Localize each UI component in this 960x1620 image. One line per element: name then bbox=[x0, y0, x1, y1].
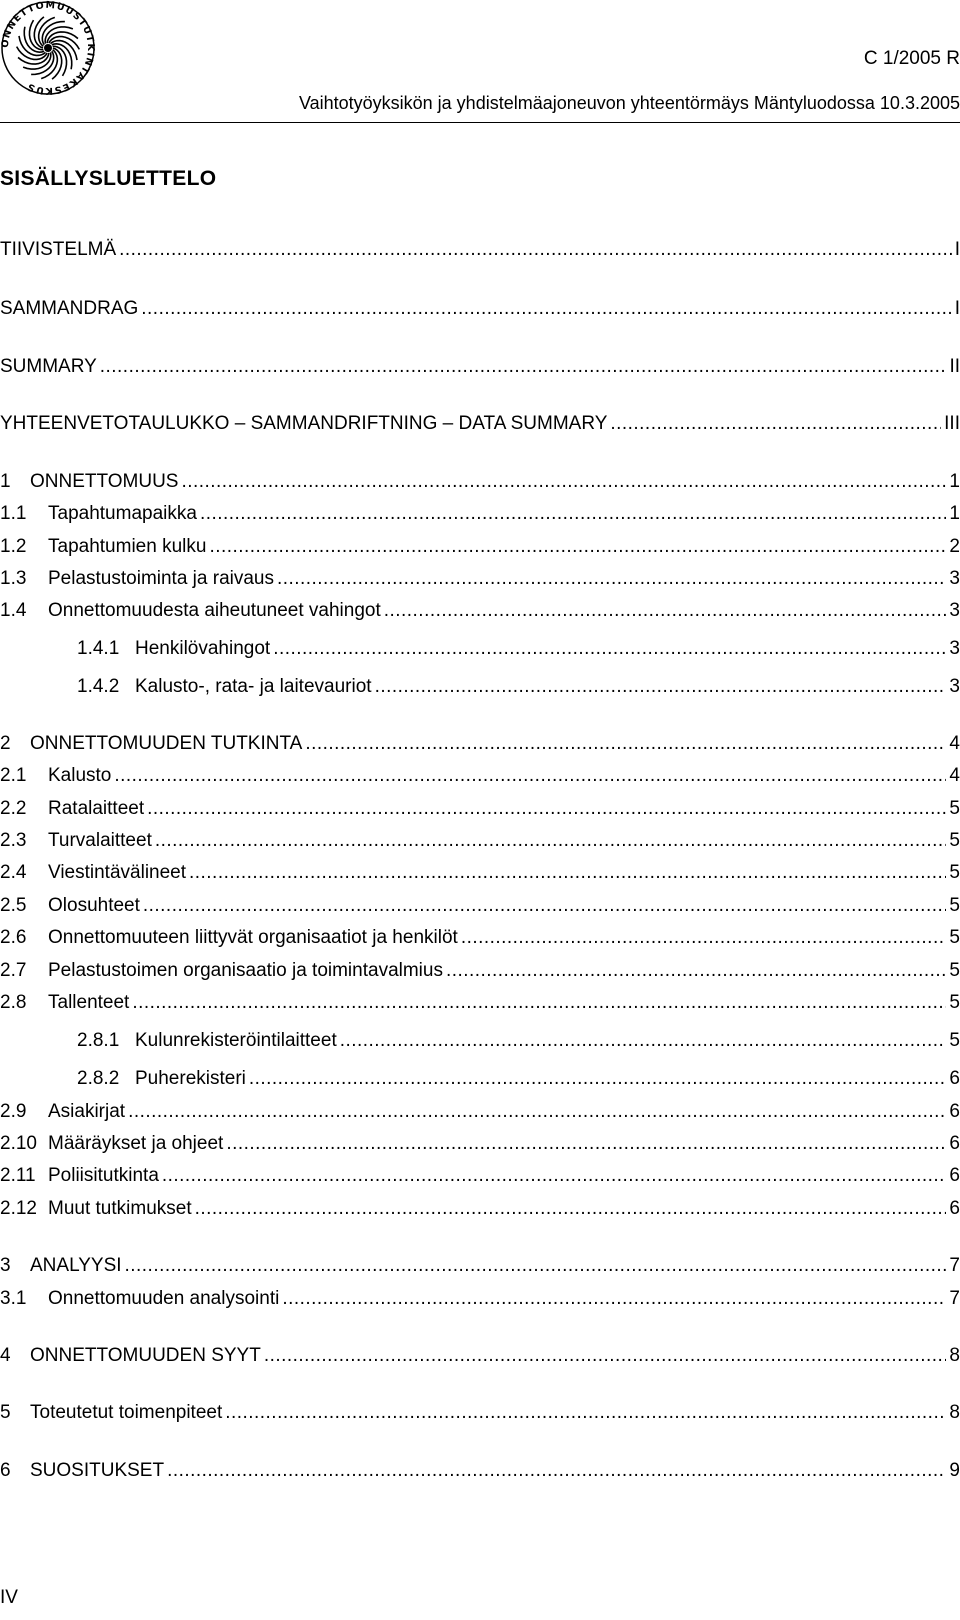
toc-entry[interactable] bbox=[0, 411, 960, 437]
toc-entry[interactable] bbox=[0, 1163, 960, 1189]
toc-entry-label: Asiakirjat bbox=[48, 1101, 126, 1122]
toc-dot-leader bbox=[305, 731, 946, 757]
toc-entry[interactable] bbox=[0, 469, 960, 495]
toc-entry-page: 5 bbox=[949, 992, 960, 1013]
toc-entry-number: 1 bbox=[0, 471, 11, 492]
toc-entry-number: 2.1 bbox=[0, 765, 27, 786]
toc-entry[interactable] bbox=[0, 566, 960, 592]
toc-entry-label: Onnettomuuteen liittyvät organisaatiot ja henkilöt bbox=[48, 927, 458, 948]
toc-dot-leader bbox=[340, 1028, 947, 1054]
toc-dot-leader bbox=[610, 411, 941, 437]
toc-dot-leader bbox=[225, 1400, 946, 1426]
agency-logo bbox=[0, 0, 96, 96]
toc-entry-label: Kulunrekisteröintilaitteet bbox=[135, 1030, 337, 1051]
toc-entry-page: 4 bbox=[949, 733, 960, 754]
toc-entry-page: 1 bbox=[949, 471, 960, 492]
toc-entry-number: 2.5 bbox=[0, 895, 27, 916]
toc-entry-number: 2.8 bbox=[0, 992, 27, 1013]
toc-dot-leader bbox=[114, 763, 946, 789]
toc-entry-number: 6 bbox=[0, 1460, 11, 1481]
toc-entry[interactable] bbox=[77, 674, 960, 700]
toc-dot-leader bbox=[167, 1458, 946, 1484]
toc-dot-leader bbox=[147, 796, 946, 822]
toc-dot-leader bbox=[277, 566, 946, 592]
toc-dot-leader bbox=[181, 469, 946, 495]
toc-entry[interactable] bbox=[0, 1253, 960, 1279]
toc-entry-page: 5 bbox=[949, 798, 960, 819]
toc-entry-label: SUOSITUKSET bbox=[30, 1460, 165, 1481]
toc-entry-page: 4 bbox=[949, 765, 960, 786]
toc-entry[interactable] bbox=[0, 990, 960, 1016]
toc-entry[interactable] bbox=[0, 237, 960, 263]
toc-dot-leader bbox=[119, 237, 952, 263]
toc-entry-label: Poliisitutkinta bbox=[48, 1165, 159, 1186]
toc-entry[interactable] bbox=[0, 598, 960, 624]
toc-entry[interactable] bbox=[0, 763, 960, 789]
toc-entry-label: ONNETTOMUUS bbox=[30, 471, 179, 492]
toc-entry-label: ONNETTOMUUDEN SYYT bbox=[30, 1345, 261, 1366]
toc-entry-label: Olosuhteet bbox=[48, 895, 140, 916]
toc-entry-page: 6 bbox=[949, 1101, 960, 1122]
toc-entry-label: SAMMANDRAG bbox=[0, 298, 139, 319]
toc-entry-page: 3 bbox=[949, 600, 960, 621]
toc-entry[interactable] bbox=[0, 1131, 960, 1157]
toc-entry[interactable] bbox=[77, 1028, 960, 1054]
toc-dot-leader bbox=[155, 828, 947, 854]
toc-dot-leader bbox=[195, 1196, 947, 1222]
toc-entry-number: 3.1 bbox=[0, 1288, 27, 1309]
toc-entry[interactable] bbox=[0, 828, 960, 854]
toc-dot-leader bbox=[249, 1066, 947, 1092]
toc-dot-leader bbox=[209, 534, 946, 560]
toc-entry-page: II bbox=[949, 356, 960, 377]
toc-entry-number: 3 bbox=[0, 1255, 11, 1276]
toc-dot-leader bbox=[461, 925, 947, 951]
toc-dot-leader bbox=[125, 1253, 947, 1279]
toc-entry-page: I bbox=[954, 239, 960, 260]
report-title: Vaihtotyöyksikön ja yhdistelmäajoneuvon yhteentörmäys Mäntyluodossa 10.3.2005 bbox=[298, 93, 960, 113]
toc-entry-page: 3 bbox=[949, 638, 960, 659]
toc-entry[interactable] bbox=[0, 731, 960, 757]
toc-entry-label: Tapahtumapaikka bbox=[48, 503, 197, 524]
toc-entry[interactable] bbox=[0, 1458, 960, 1484]
toc-entry-label: Pelastustoimen organisaatio ja toimintavalmius bbox=[48, 960, 443, 981]
toc-entry-label: ANALYYSI bbox=[30, 1255, 122, 1276]
toc-entry[interactable] bbox=[0, 354, 960, 380]
toc-entry[interactable] bbox=[0, 860, 960, 886]
toc-entry-label: SUMMARY bbox=[0, 356, 97, 377]
toc-entry[interactable] bbox=[0, 1286, 960, 1312]
toc-entry-label: Tallenteet bbox=[48, 992, 130, 1013]
toc-entry-number: 2.12 bbox=[0, 1198, 37, 1219]
logo-ring-text: ONNETTOMUUSTUTKINTAKESKUS bbox=[0, 0, 96, 96]
toc-entry-number: 2.9 bbox=[0, 1101, 27, 1122]
toc-entry-number: 2.4 bbox=[0, 862, 27, 883]
toc-entry-number: 2.8.1 bbox=[77, 1030, 120, 1051]
toc-entry-label: Pelastustoiminta ja raivaus bbox=[48, 568, 274, 589]
toc-entry[interactable] bbox=[0, 1099, 960, 1125]
toc-entry-number: 2.7 bbox=[0, 960, 27, 981]
toc-entry[interactable] bbox=[0, 296, 960, 322]
toc-entry-page: 5 bbox=[949, 895, 960, 916]
toc-entry-label: Kalusto bbox=[48, 765, 112, 786]
toc-entry[interactable] bbox=[0, 1343, 960, 1369]
toc-entry-number: 1.4.2 bbox=[77, 676, 120, 697]
toc-entry-label: ONNETTOMUUDEN TUTKINTA bbox=[30, 733, 303, 754]
toc-dot-leader bbox=[200, 501, 946, 527]
toc-dot-leader bbox=[375, 674, 947, 700]
toc-entry-page: 6 bbox=[949, 1165, 960, 1186]
toc-entry-label: YHTEENVETOTAULUKKO – SAMMANDRIFTNING – DATA SUMMARY bbox=[0, 413, 608, 434]
toc-dot-leader bbox=[128, 1099, 946, 1125]
toc-entry-page: III bbox=[944, 413, 960, 434]
page-number: IV bbox=[0, 1587, 18, 1608]
toc-entry-number: 1.3 bbox=[0, 568, 27, 589]
toc-entry-number: 2.11 bbox=[0, 1165, 36, 1186]
toc-entry-label: Muut tutkimukset bbox=[48, 1198, 192, 1219]
toc-dot-leader bbox=[446, 958, 946, 984]
toc-entry-page: 6 bbox=[949, 1198, 960, 1219]
toc-entry-label: Viestintävälineet bbox=[48, 862, 187, 883]
toc-entry-label: Ratalaitteet bbox=[48, 798, 145, 819]
toc-entry[interactable] bbox=[77, 1066, 960, 1092]
toc-entry[interactable] bbox=[0, 925, 960, 951]
toc-entry-page: 1 bbox=[949, 503, 960, 524]
report-id: C 1/2005 R bbox=[863, 48, 960, 69]
toc-entry-page: 5 bbox=[949, 1030, 960, 1051]
toc-entry-page: 5 bbox=[949, 830, 960, 851]
toc-entry-page: 5 bbox=[949, 960, 960, 981]
toc-entry-number: 2.3 bbox=[0, 830, 27, 851]
toc-dot-leader bbox=[273, 636, 946, 662]
toc-dot-leader bbox=[226, 1131, 946, 1157]
toc-heading: SISÄLLYSLUETTELO bbox=[0, 167, 217, 190]
toc-entry-number: 2.10 bbox=[0, 1133, 37, 1154]
toc-entry-page: 3 bbox=[949, 568, 960, 589]
toc-entry-label: Turvalaitteet bbox=[48, 830, 152, 851]
toc-entry-label: Puherekisteri bbox=[135, 1068, 246, 1089]
toc-entry-number: 5 bbox=[0, 1402, 11, 1423]
toc-entry-page: 3 bbox=[949, 676, 960, 697]
toc-entry-label: Määräykset ja ohjeet bbox=[48, 1133, 224, 1154]
toc-entry[interactable] bbox=[0, 796, 960, 822]
toc-dot-leader bbox=[162, 1163, 947, 1189]
toc-entry-label: Onnettomuudesta aiheutuneet vahingot bbox=[48, 600, 381, 621]
toc-entry-page: 6 bbox=[949, 1133, 960, 1154]
toc-entry-number: 2.2 bbox=[0, 798, 27, 819]
toc-entry[interactable] bbox=[0, 1196, 960, 1222]
header-divider bbox=[0, 122, 960, 123]
toc-dot-leader bbox=[282, 1286, 946, 1312]
toc-entry-number: 2 bbox=[0, 733, 11, 754]
toc-entry-number: 2.8.2 bbox=[77, 1068, 120, 1089]
toc-entry-label: Tapahtumien kulku bbox=[48, 536, 207, 557]
toc-dot-leader bbox=[189, 860, 946, 886]
toc-entry-page: 8 bbox=[949, 1402, 960, 1423]
toc-dot-leader bbox=[100, 354, 947, 380]
toc-entry-number: 1.4.1 bbox=[77, 638, 120, 659]
toc-entry-number: 4 bbox=[0, 1345, 11, 1366]
toc-entry-page: 7 bbox=[949, 1288, 960, 1309]
toc-entry-number: 1.1 bbox=[0, 503, 27, 524]
toc-dot-leader bbox=[143, 893, 947, 919]
toc-entry-page: 8 bbox=[949, 1345, 960, 1366]
toc-entry-page: 7 bbox=[949, 1255, 960, 1276]
toc-entry-page: 9 bbox=[949, 1460, 960, 1481]
toc-entry-page: 5 bbox=[949, 927, 960, 948]
toc-entry-page: 5 bbox=[949, 862, 960, 883]
toc-dot-leader bbox=[132, 990, 946, 1016]
toc-entry-label: Kalusto-, rata- ja laitevauriot bbox=[135, 676, 372, 697]
toc-dot-leader bbox=[264, 1343, 947, 1369]
toc-entry-label: Henkilövahingot bbox=[135, 638, 271, 659]
toc-entry-number: 1.4 bbox=[0, 600, 27, 621]
toc-entry-number: 1.2 bbox=[0, 536, 27, 557]
toc-entry[interactable] bbox=[77, 636, 960, 662]
toc-entry-number: 2.6 bbox=[0, 927, 27, 948]
toc-dot-leader bbox=[384, 598, 947, 624]
toc-entry[interactable] bbox=[0, 958, 960, 984]
toc-entry-label: TIIVISTELMÄ bbox=[0, 239, 117, 260]
toc-entry-page: I bbox=[954, 298, 960, 319]
toc-entry[interactable] bbox=[0, 1400, 960, 1426]
toc-entry-page: 2 bbox=[949, 536, 960, 557]
toc-dot-leader bbox=[141, 296, 951, 322]
toc-entry[interactable] bbox=[0, 534, 960, 560]
toc-entry[interactable] bbox=[0, 501, 960, 527]
toc-entry-label: Onnettomuuden analysointi bbox=[48, 1288, 280, 1309]
toc-entry[interactable] bbox=[0, 893, 960, 919]
toc-entry-label: Toteutetut toimenpiteet bbox=[30, 1402, 223, 1423]
toc-entry-page: 6 bbox=[949, 1068, 960, 1089]
